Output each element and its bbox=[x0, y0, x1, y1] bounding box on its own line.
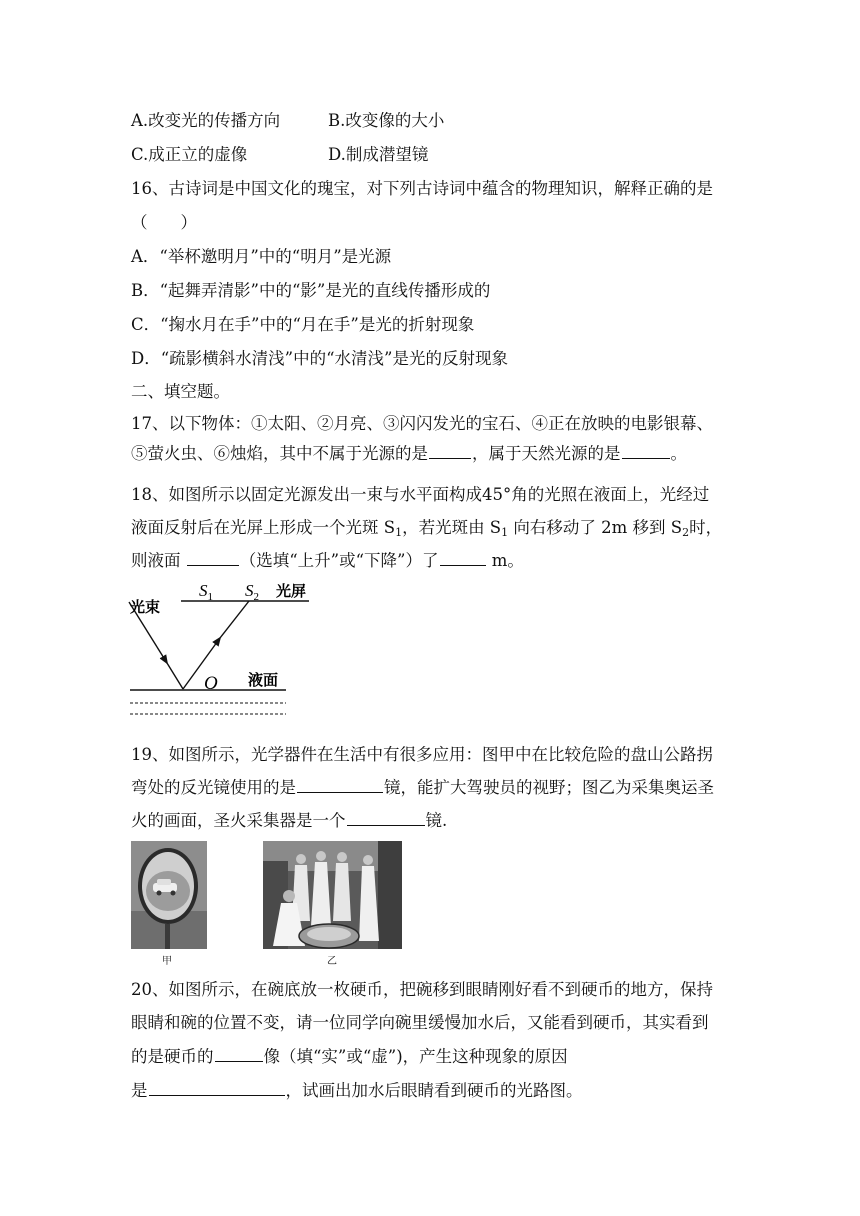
q18-blank-1[interactable] bbox=[187, 549, 239, 566]
q19-line-1: 19、如图所示，光学器件在生活中有很多应用：图甲中在比较危险的盘山公路拐 bbox=[131, 745, 713, 764]
q18-line-1: 18、如图所示以固定光源发出一束与水平面构成45°角的光照在液面上，光经过 bbox=[131, 485, 710, 504]
q18-text-d: 时， bbox=[689, 518, 723, 537]
q19-text-c: 火的画面，圣火采集器是一个 bbox=[131, 811, 346, 830]
screen-label: 光屏 bbox=[276, 582, 307, 600]
s1-label: $S_1$ bbox=[199, 581, 213, 603]
q18-text-a: 液面反射后在光屏上形成一个光斑 S bbox=[131, 518, 396, 537]
q20-text-d: ，试画出加水后眼睛看到硬币的光路图。 bbox=[285, 1081, 583, 1100]
q18-text-g: m。 bbox=[486, 551, 524, 570]
q18-line-2 bbox=[131, 516, 722, 545]
q16-option-d: D．“疏影横斜水清浅”中的“水清浅”是光的反射现象 bbox=[131, 349, 508, 368]
q16-answer-paren: （ ） bbox=[131, 213, 197, 232]
q16-stem: 16、古诗词是中国文化的瑰宝，对下列古诗词中蕴含的物理知识，解释正确的是 bbox=[131, 179, 713, 198]
reflected-beam bbox=[220, 601, 249, 638]
q18-text-f: （选填“上升”或“下降”）了 bbox=[239, 551, 439, 570]
q20-line-1: 20、如图所示，在碗底放一枚硬币，把碗移到眼睛刚好看不到硬币的地方，保持 bbox=[131, 980, 713, 999]
s2-label: $S_2$ bbox=[245, 581, 259, 603]
q17-text-a: ⑤萤火虫、⑥烛焰，其中不属于光源的是 bbox=[131, 444, 428, 463]
caption-figure-b: 乙 bbox=[327, 956, 337, 967]
q19-text-a: 弯处的反光镜使用的是 bbox=[131, 778, 296, 797]
section-title-fill-in: 二、填空题。 bbox=[131, 382, 230, 401]
q18-text-c: 向右移动了 2m 移到 S bbox=[508, 518, 683, 537]
q17-text-b: ，属于天然光源的是 bbox=[472, 444, 621, 463]
q18-blank-2[interactable] bbox=[440, 549, 486, 566]
q15-option-a: A.改变光的传播方向 bbox=[131, 111, 281, 130]
q18-sub-2: 1 bbox=[501, 526, 509, 539]
olympic-flame-photo bbox=[263, 841, 402, 949]
q20-line-3 bbox=[131, 1045, 568, 1069]
q19-blank-1[interactable] bbox=[297, 776, 383, 793]
q18-sub-3: 2 bbox=[682, 526, 690, 539]
q20-text-c: 是 bbox=[131, 1081, 148, 1100]
q20-text-a: 的是硬币的 bbox=[131, 1047, 214, 1066]
q20-blank-1[interactable] bbox=[215, 1045, 263, 1062]
q18-text-b: ，若光斑由 S bbox=[402, 518, 502, 537]
q20-line-4 bbox=[131, 1079, 583, 1103]
incident-beam bbox=[167, 663, 183, 689]
q20-blank-2[interactable] bbox=[149, 1079, 285, 1096]
q18-text-e: 则液面 bbox=[131, 551, 186, 570]
q20-line-2: 眼睛和碗的位置不变，请一位同学向碗里缓慢加水后，又能看到硬币，其实看到 bbox=[131, 1013, 709, 1032]
q19-line-3 bbox=[131, 809, 447, 833]
q17-text-c: 。 bbox=[670, 444, 687, 463]
convex-mirror-photo bbox=[131, 841, 207, 949]
q16-option-a: A．“举杯邀明月”中的“明月”是光源 bbox=[131, 247, 392, 266]
q15-option-d: D.制成潜望镜 bbox=[328, 145, 429, 164]
q15-option-c: C.成正立的虚像 bbox=[131, 145, 248, 164]
q20-text-b: 像（填“实”或“虚”)，产生这种现象的原因 bbox=[263, 1047, 568, 1066]
q17-line-1: 17、以下物体：①太阳、②月亮、③闪闪发光的宝石、④正在放映的电影银幕、 bbox=[131, 414, 713, 433]
q17-blank-2[interactable] bbox=[622, 442, 670, 459]
q17-blank-1[interactable] bbox=[429, 442, 471, 459]
q18-reflection-diagram bbox=[126, 580, 307, 725]
q19-blank-2[interactable] bbox=[347, 809, 425, 826]
point-o-label: O bbox=[204, 673, 218, 694]
q16-option-b: B．“起舞弄清影”中的“影”是光的直线传播形成的 bbox=[131, 281, 491, 300]
q19-text-b: 镜，能扩大驾驶员的视野；图乙为采集奥运圣 bbox=[384, 778, 714, 797]
q16-option-c: C．“掬水月在手”中的“月在手”是光的折射现象 bbox=[131, 315, 475, 334]
q17-line-2 bbox=[131, 442, 687, 466]
q19-text-d: 镜. bbox=[425, 811, 448, 830]
caption-figure-a: 甲 bbox=[162, 956, 172, 967]
q15-option-b: B.改变像的大小 bbox=[328, 111, 445, 130]
liquid-label: 液面 bbox=[248, 671, 279, 689]
q18-line-3 bbox=[131, 549, 524, 573]
q18-sub-1: 1 bbox=[395, 526, 403, 539]
q19-line-2 bbox=[131, 776, 714, 800]
beam-label: 光束 bbox=[130, 598, 161, 616]
